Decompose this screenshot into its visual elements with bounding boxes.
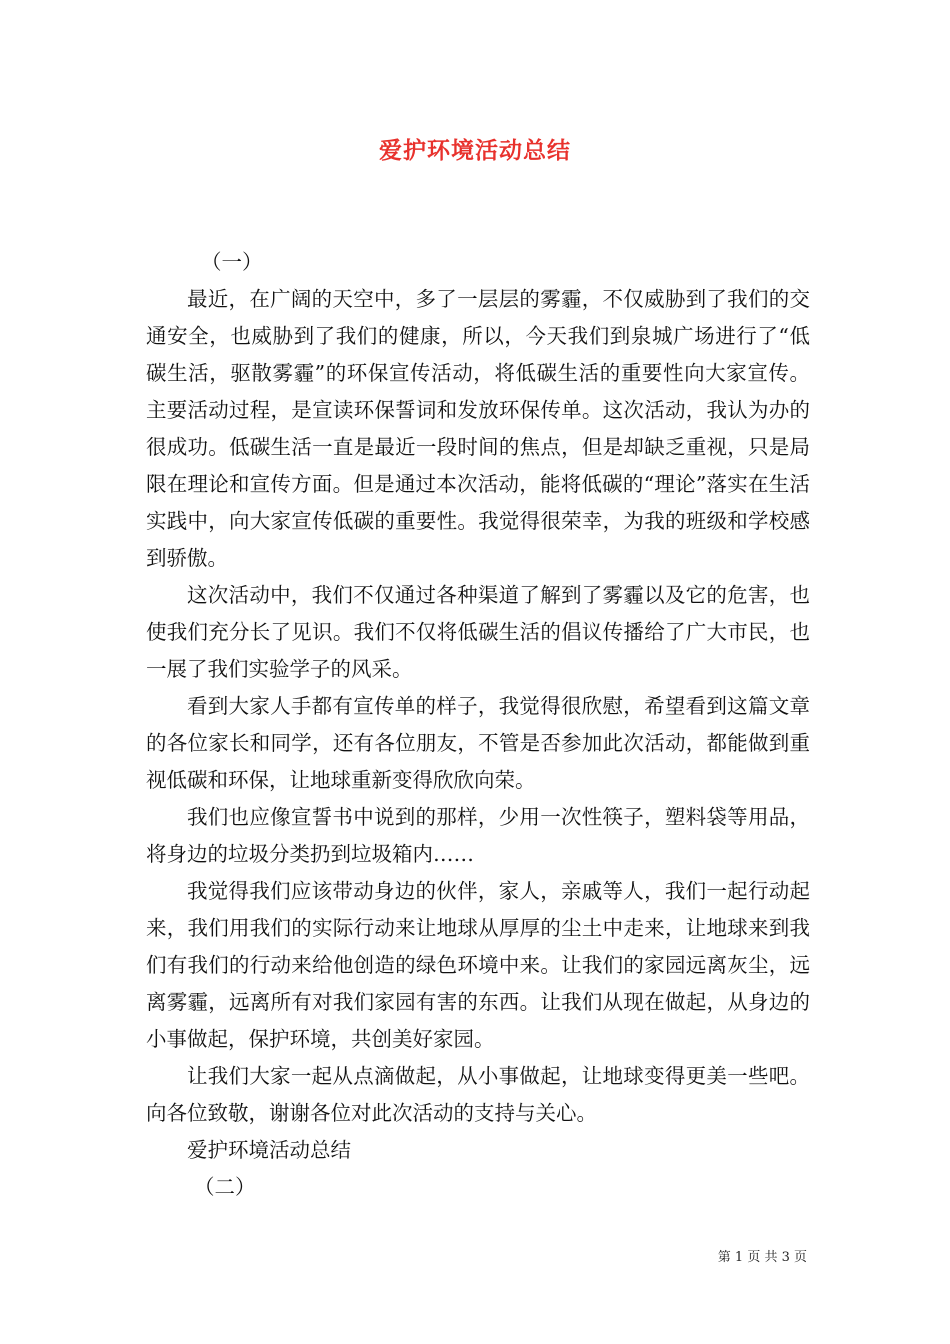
paragraph-2: 这次活动中，我们不仅通过各种渠道了解到了雾霾以及它的危害，也使我们充分长了见识。我们不仅将低碳生活的倡议传播给了广大市民，也一展了我们实验学子的风采。 xyxy=(146,583,810,681)
document-title: 爱护环境活动总结 xyxy=(379,137,571,164)
paragraph-3: 看到大家人手都有宣传单的样子，我觉得很欣慰，希望看到这篇文章的各位家长和同学，还有各位朋友，不管是否参加此次活动，都能做到重视低碳和环保，让地球重新变得欣欣向荣。 xyxy=(146,694,810,792)
paragraph-4: 我们也应像宣誓书中说到的那样，少用一次性筷子，塑料袋等用品，将身边的垃圾分类扔到垃圾箱内…… xyxy=(146,805,810,866)
paragraph-6: 让我们大家一起从点滴做起，从小事做起，让地球变得更美一些吧。向各位致敬，谢谢各位对此次活动的支持与关心。 xyxy=(146,1064,810,1125)
document-body xyxy=(146,244,810,1206)
repeat-title: 爱护环境活动总结 xyxy=(187,1138,351,1162)
page-indicator: 第 1 页 共 3 页 xyxy=(717,1250,807,1265)
section-1-heading: （一） xyxy=(201,250,263,274)
paragraph-1: 最近，在广阔的天空中，多了一层层的雾霾，不仅威胁到了我们的交通安全，也威胁到了我们的健康，所以，今天我们到泉城广场进行了“低碳生活，驱散雾霾”的环保宣传活动，将低碳生活的重要性向大家宣传。主要活动过程，是宣读环保誓词和发放环保传单。这次活动，我认为办的很成功。低碳生活一直是最近一段时间的焦点，但是却缺乏重视，只是局限在理论和宣传方面。但是通过本次活动，能将低碳的“理论”落实在生活实践中，向大家宣传低碳的重要性。我觉得很荣幸，为我的班级和学校感到骄傲。 xyxy=(146,287,810,570)
paragraph-5: 我觉得我们应该带动身边的伙伴，家人，亲戚等人，我们一起行动起来，我们用我们的实际行动来让地球从厚厚的尘土中走来，让地球来到我们有我们的行动来给他创造的绿色环境中来。让我们的家园远离灰尘，远离雾霾，远离所有对我们家园有害的东西。让我们从现在做起，从身边的小事做起，保护环境，共创美好家园。 xyxy=(146,879,810,1051)
section-2-heading: （二） xyxy=(194,1175,256,1199)
